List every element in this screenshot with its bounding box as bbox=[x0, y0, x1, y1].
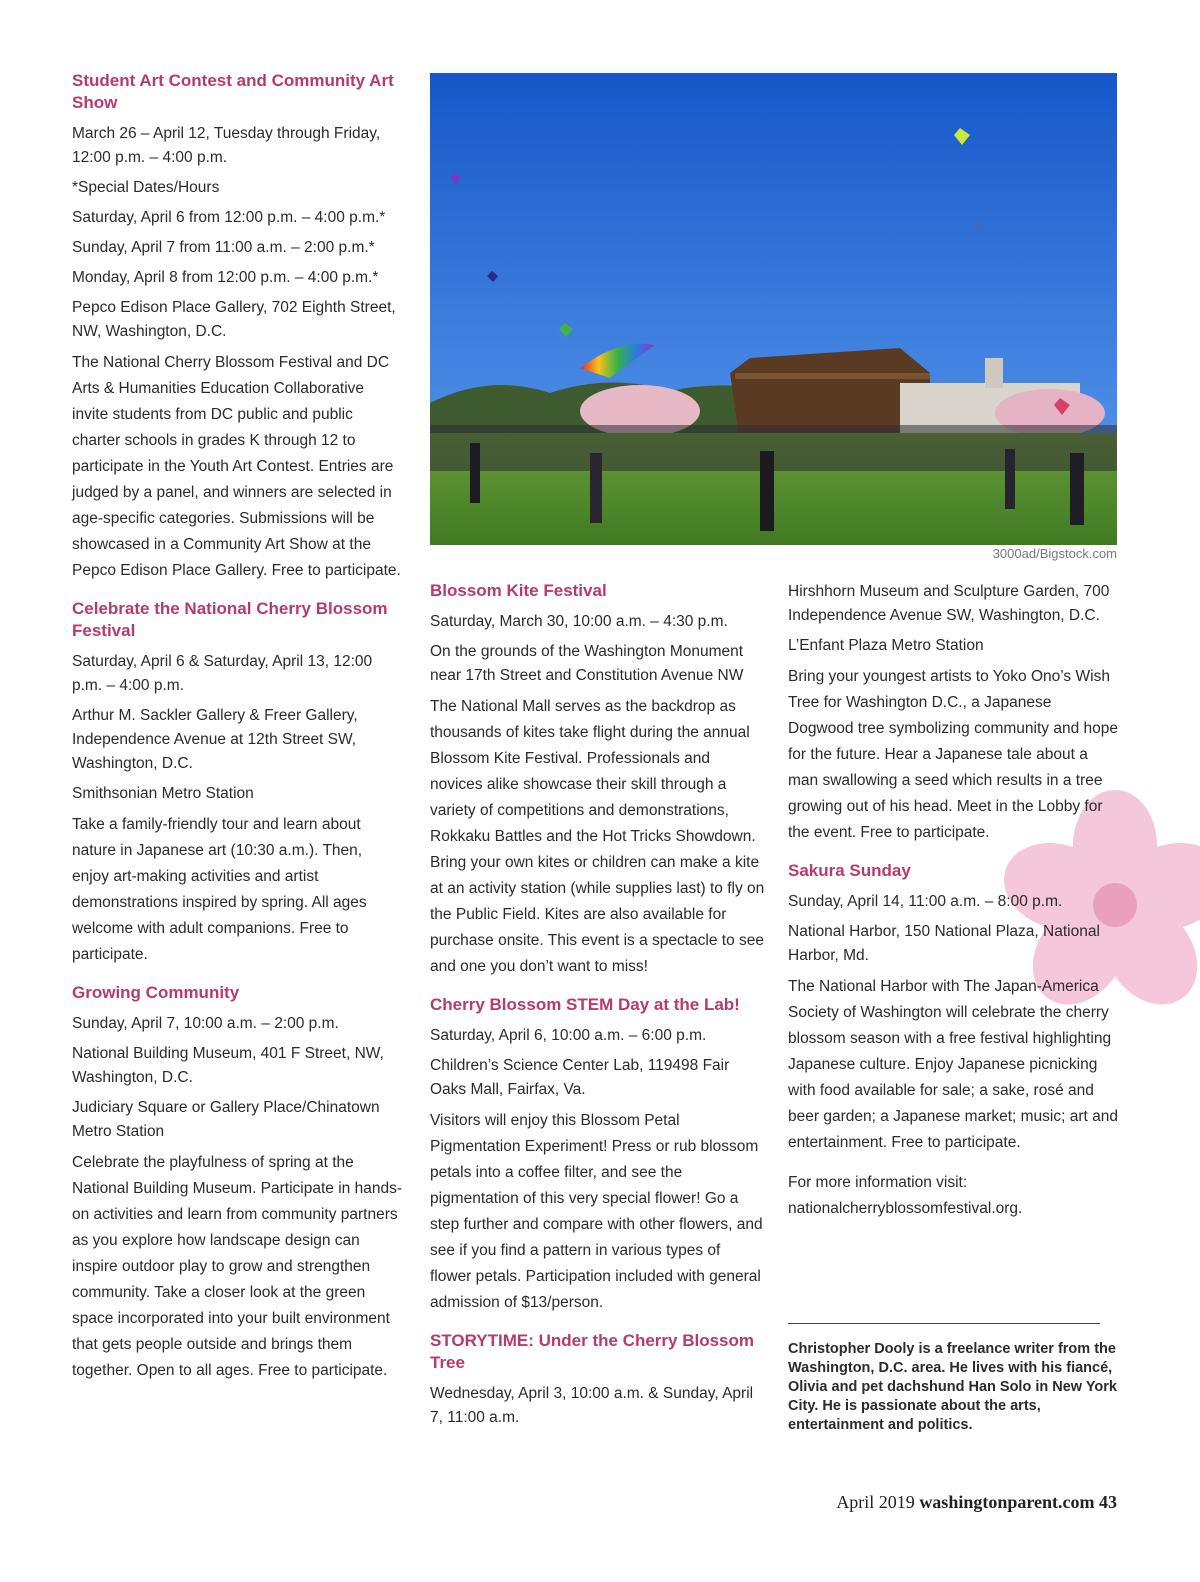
event-description: Take a family-friendly tour and learn about nature in Japanese art (10:30 a.m.). Then, enjoy art-making activities and artist demonstrations inspired by spring. All ages welcome with adult companions. Free to participate. bbox=[72, 816, 367, 963]
event-special-date: Monday, April 8 from 12:00 p.m. – 4:00 p.m.* bbox=[72, 269, 379, 286]
event-dates: March 26 – April 12, Tuesday through Friday, 12:00 p.m. – 4:00 p.m. bbox=[72, 125, 381, 166]
event-title: Celebrate the National Cherry Blossom Festival bbox=[72, 599, 388, 640]
event-title: Student Art Contest and Community Art Show bbox=[72, 71, 394, 112]
event-special-date: Sunday, April 7 from 11:00 a.m. – 2:00 p.m.* bbox=[72, 239, 375, 256]
event-dates: Saturday, April 6 & Saturday, April 13, 12:00 p.m. – 4:00 p.m. bbox=[72, 653, 373, 694]
event-location: Children’s Science Center Lab, 119498 Fair Oaks Mall, Fairfax, Va. bbox=[430, 1057, 730, 1098]
kite-festival-photo bbox=[430, 73, 1117, 545]
event-dates: Saturday, April 6, 10:00 a.m. – 6:00 p.m. bbox=[430, 1027, 707, 1044]
page-number: 43 bbox=[1099, 1492, 1117, 1512]
event-location: Arthur M. Sackler Gallery & Freer Gallery, Independence Avenue at 12th Street SW, Washington, D.C. bbox=[72, 707, 358, 772]
column-left bbox=[72, 70, 402, 1398]
event-title: STORYTIME: Under the Cherry Blossom Tree bbox=[430, 1331, 754, 1372]
divider bbox=[788, 1323, 1100, 1324]
event-storytime bbox=[430, 1330, 765, 1430]
event-stem-day bbox=[430, 994, 765, 1316]
event-blossom-kite-festival bbox=[430, 580, 765, 980]
author-bio: Christopher Dooly is a freelance writer from the Washington, D.C. area. He lives with his fiancé, Olivia and pet dachshund Han Solo in New York City. He is passionate about the arts, entertainment and politics. bbox=[788, 1341, 1117, 1433]
issue-date: April 2019 bbox=[836, 1492, 915, 1512]
event-dates: Saturday, March 30, 10:00 a.m. – 4:30 p.m. bbox=[430, 613, 728, 630]
event-location: Hirshhorn Museum and Sculpture Garden, 700 Independence Avenue SW, Washington, D.C. bbox=[788, 583, 1110, 624]
event-description: Celebrate the playfulness of spring at the National Building Museum. Participate in hands-on activities and learn from community partners as you explore how landscape design can inspire outdoor play to grow and strengthen community. Take a closer look at the green space incorporated into your built environment that gets people outside and brings them together. Open to all ages. Free to participate. bbox=[72, 1154, 402, 1379]
event-description: The National Harbor with The Japan-America Society of Washington will celebrate the cherry blossom season with a free festival highlighting Japanese culture. Enjoy Japanese picnicking with food available for sale; a sake, rosé and beer garden; a Japanese market; music; art and entertainment. Free to participate. bbox=[788, 978, 1118, 1151]
event-description: Visitors will enjoy this Blossom Petal Pigmentation Experiment! Press or rub blossom petals into a coffee filter, and see the pigmentation of this very special flower! Go a step further and compare with other flowers, and see if you find a pattern in various types of flower petals. Participation included with general admission of $13/person. bbox=[430, 1112, 763, 1311]
event-location: National Building Museum, 401 F Street, NW, Washington, D.C. bbox=[72, 1045, 384, 1086]
event-description: The National Cherry Blossom Festival and DC Arts & Humanities Education Collaborative invite students from DC public and public charter schools in grades K through 12 to participate in the Youth Art Contest. Entries are judged by a panel, and winners are selected in age-specific categories. Submissions will be showcased in a Community Art Show at the Pepco Edison Place Gallery. Free to participate. bbox=[72, 354, 401, 579]
event-dates: Sunday, April 7, 10:00 a.m. – 2:00 p.m. bbox=[72, 1015, 339, 1032]
column-middle bbox=[430, 580, 765, 1436]
event-dates: Sunday, April 14, 11:00 a.m. – 8:00 p.m. bbox=[788, 893, 1063, 910]
event-sakura-sunday bbox=[788, 860, 1118, 1222]
more-info-link[interactable]: For more information visit: nationalcherryblossomfestival.org. bbox=[788, 1174, 1023, 1217]
event-special-hours-label: *Special Dates/Hours bbox=[72, 179, 220, 196]
event-dates: Wednesday, April 3, 10:00 a.m. & Sunday, April 7, 11:00 a.m. bbox=[430, 1385, 754, 1426]
event-location: On the grounds of the Washington Monument near 17th Street and Constitution Avenue NW bbox=[430, 643, 744, 684]
event-title: Growing Community bbox=[72, 983, 240, 1002]
event-growing-community bbox=[72, 982, 402, 1384]
event-metro: Judiciary Square or Gallery Place/Chinatown Metro Station bbox=[72, 1099, 380, 1140]
event-title: Cherry Blossom STEM Day at the Lab! bbox=[430, 995, 740, 1014]
photo-credit: 3000ad/Bigstock.com bbox=[992, 546, 1117, 561]
event-location: National Harbor, 150 National Plaza, National Harbor, Md. bbox=[788, 923, 1100, 964]
site-name[interactable]: washingtonparent.com bbox=[919, 1492, 1095, 1512]
event-metro: Smithsonian Metro Station bbox=[72, 785, 254, 802]
page-footer bbox=[760, 1492, 1117, 1513]
event-storytime-continued bbox=[788, 580, 1118, 846]
column-right bbox=[788, 580, 1118, 1236]
event-special-date: Saturday, April 6 from 12:00 p.m. – 4:00 p.m.* bbox=[72, 209, 386, 226]
event-student-art-contest bbox=[72, 70, 402, 584]
event-celebrate-festival bbox=[72, 598, 402, 968]
event-location: Pepco Edison Place Gallery, 702 Eighth Street, NW, Washington, D.C. bbox=[72, 299, 396, 340]
event-metro: L’Enfant Plaza Metro Station bbox=[788, 637, 984, 654]
event-description: Bring your youngest artists to Yoko Ono’s Wish Tree for Washington D.C., a Japanese Dogwood tree symbolizing community and hope for the future. Hear a Japanese tale about a man swallowing a seed which results in a tree growing out of his head. Meet in the Lobby for the event. Free to participate. bbox=[788, 668, 1118, 841]
event-description: The National Mall serves as the backdrop as thousands of kites take flight during the annual Blossom Kite Festival. Professionals and novices alike showcase their skill through a variety of competitions and demonstrations, Rokkaku Battles and the Hot Tricks Showdown. Bring your own kites or children can make a kite at an activity station (while supplies last) to fly on the Public Field. Kites are also available for purchase onsite. This event is a spectacle to see and one you don’t want to miss! bbox=[430, 698, 765, 975]
event-title: Sakura Sunday bbox=[788, 861, 911, 880]
event-title: Blossom Kite Festival bbox=[430, 581, 607, 600]
